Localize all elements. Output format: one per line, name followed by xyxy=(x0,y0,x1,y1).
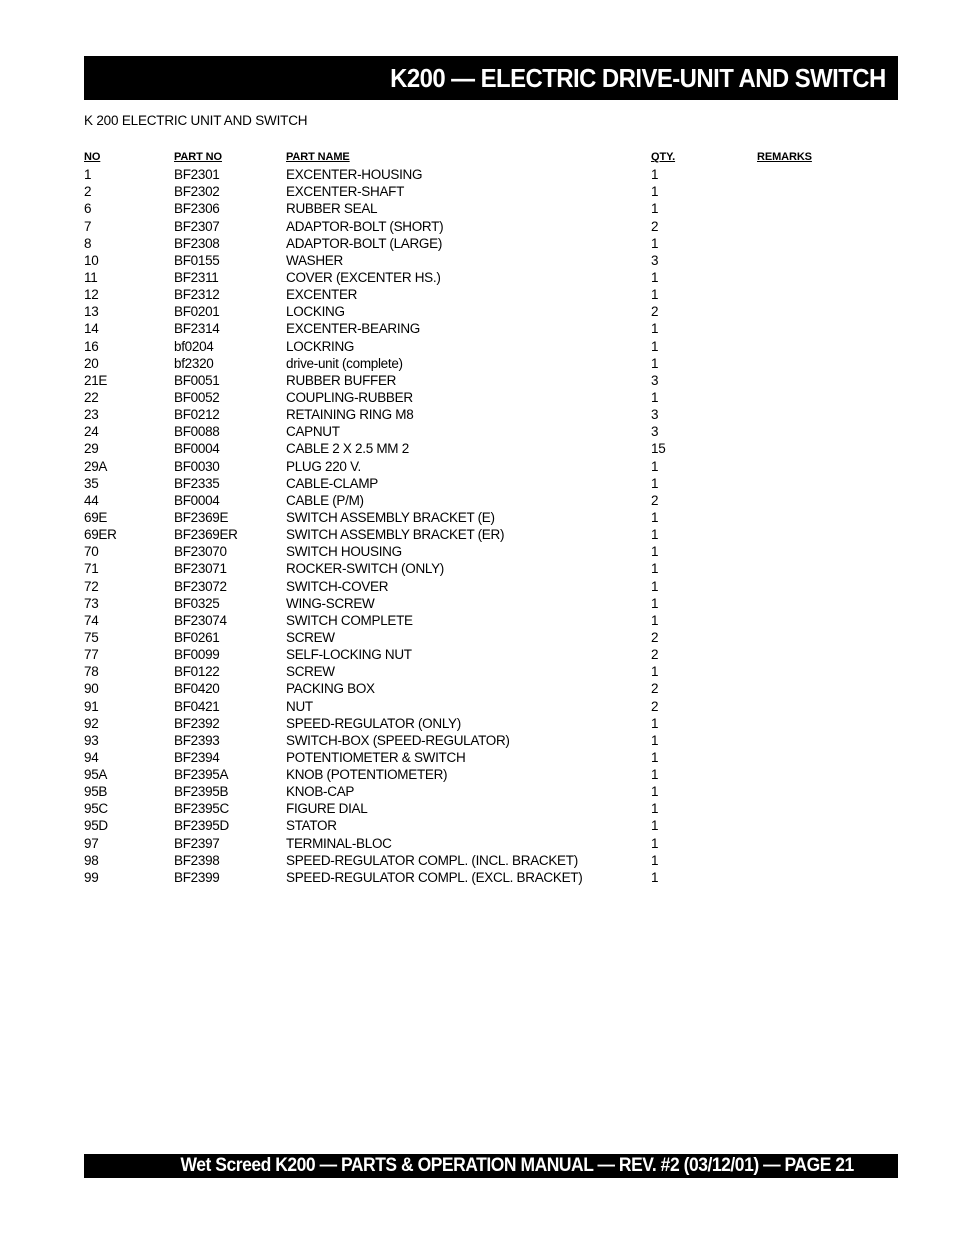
cell-part-name: RUBBER SEAL xyxy=(286,201,378,217)
table-header-row xyxy=(84,150,898,167)
table-row xyxy=(84,870,898,887)
cell-qty: 1 xyxy=(651,527,659,543)
cell-part-no: BF0155 xyxy=(174,252,220,268)
cell-part-name: LOCKING xyxy=(286,304,345,320)
cell-part-name: WING-SCREW xyxy=(286,595,375,611)
cell-no: 29A xyxy=(84,458,108,474)
cell-part-no: BF2312 xyxy=(174,287,220,303)
cell-qty: 1 xyxy=(651,767,659,783)
cell-part-name: PLUG 220 V. xyxy=(286,458,362,474)
cell-qty: 1 xyxy=(651,355,659,371)
cell-no: 16 xyxy=(84,338,99,354)
cell-qty: 1 xyxy=(651,458,659,474)
cell-no: 69ER xyxy=(84,527,117,543)
cell-no: 74 xyxy=(84,612,99,628)
cell-part-no: BF0261 xyxy=(174,629,220,645)
cell-part-no: BF2394 xyxy=(174,749,220,765)
cell-part-name: SCREW xyxy=(286,664,335,680)
table-row xyxy=(84,459,898,476)
cell-no: 90 xyxy=(84,681,99,697)
cell-part-name: COUPLING-RUBBER xyxy=(286,389,413,405)
cell-part-name: ADAPTOR-BOLT (LARGE) xyxy=(286,235,443,251)
cell-part-no: bf0204 xyxy=(174,338,214,354)
footer-text: Wet Screed K200 — PARTS & OPERATION MANUAL — REV. #2 (03/12/01) — PAGE 21 xyxy=(180,1155,854,1176)
cell-part-name: RUBBER BUFFER xyxy=(286,372,397,388)
cell-part-name: PACKING BOX xyxy=(286,681,375,697)
cell-qty: 1 xyxy=(651,389,659,405)
table-row xyxy=(84,510,898,527)
cell-part-no: BF0201 xyxy=(174,304,220,320)
cell-part-no: BF2335 xyxy=(174,475,220,491)
cell-no: 35 xyxy=(84,475,99,491)
cell-no: 93 xyxy=(84,732,99,748)
cell-part-name: LOCKRING xyxy=(286,338,355,354)
cell-no: 69E xyxy=(84,509,108,525)
cell-qty: 1 xyxy=(651,167,659,183)
cell-qty: 3 xyxy=(651,252,659,268)
cell-qty: 1 xyxy=(651,201,659,217)
table-row xyxy=(84,527,898,544)
cell-qty: 2 xyxy=(651,681,659,697)
table-row xyxy=(84,424,898,441)
cell-qty: 1 xyxy=(651,269,659,285)
header-no: NO xyxy=(84,151,101,163)
cell-no: 7 xyxy=(84,218,92,234)
cell-part-name: EXCENTER xyxy=(286,287,358,303)
table-row xyxy=(84,544,898,561)
cell-qty: 3 xyxy=(651,407,659,423)
table-row xyxy=(84,647,898,664)
cell-no: 12 xyxy=(84,287,99,303)
cell-qty: 2 xyxy=(651,304,659,320)
cell-no: 2 xyxy=(84,184,92,200)
cell-qty: 1 xyxy=(651,578,659,594)
cell-part-no: BF0325 xyxy=(174,595,220,611)
table-row xyxy=(84,441,898,458)
cell-part-no: BF0099 xyxy=(174,647,220,663)
cell-no: 95A xyxy=(84,767,108,783)
cell-part-no: bf2320 xyxy=(174,355,214,371)
cell-part-name: SWITCH COMPLETE xyxy=(286,612,413,628)
cell-no: 20 xyxy=(84,355,99,371)
table-row xyxy=(84,784,898,801)
cell-part-name: CABLE-CLAMP xyxy=(286,475,378,491)
cell-qty: 2 xyxy=(651,492,659,508)
table-row xyxy=(84,219,898,236)
cell-qty: 1 xyxy=(651,235,659,251)
table-row xyxy=(84,270,898,287)
cell-no: 73 xyxy=(84,595,99,611)
cell-qty: 1 xyxy=(651,544,659,560)
cell-part-no: BF0088 xyxy=(174,424,220,440)
cell-part-name: SELF-LOCKING NUT xyxy=(286,647,412,663)
cell-part-name: RETAINING RING M8 xyxy=(286,407,414,423)
page-title-bar xyxy=(84,56,898,100)
cell-part-name: SWITCH HOUSING xyxy=(286,544,402,560)
table-row xyxy=(84,699,898,716)
cell-part-name: SCREW xyxy=(286,629,335,645)
table-row xyxy=(84,493,898,510)
cell-no: 99 xyxy=(84,869,99,885)
cell-qty: 3 xyxy=(651,424,659,440)
cell-part-name: WASHER xyxy=(286,252,343,268)
cell-qty: 2 xyxy=(651,647,659,663)
cell-part-name: FIGURE DIAL xyxy=(286,801,368,817)
cell-qty: 1 xyxy=(651,801,659,817)
cell-part-no: BF2308 xyxy=(174,235,220,251)
cell-part-no: BF2392 xyxy=(174,715,220,731)
cell-qty: 1 xyxy=(651,287,659,303)
cell-part-no: BF2369ER xyxy=(174,527,238,543)
table-row xyxy=(84,681,898,698)
cell-part-no: BF2393 xyxy=(174,732,220,748)
table-row xyxy=(84,853,898,870)
cell-part-no: BF0122 xyxy=(174,664,220,680)
cell-part-name: SPEED-REGULATOR COMPL. (EXCL. BRACKET) xyxy=(286,869,583,885)
cell-part-name: EXCENTER-HOUSING xyxy=(286,167,423,183)
table-row xyxy=(84,356,898,373)
cell-part-no: BF2307 xyxy=(174,218,220,234)
cell-no: 11 xyxy=(84,269,98,285)
table-row xyxy=(84,476,898,493)
table-row xyxy=(84,304,898,321)
cell-part-no: BF2395B xyxy=(174,784,229,800)
table-row xyxy=(84,321,898,338)
cell-no: 21E xyxy=(84,372,108,388)
table-row xyxy=(84,390,898,407)
cell-no: 95B xyxy=(84,784,108,800)
table-row xyxy=(84,596,898,613)
cell-qty: 1 xyxy=(651,338,659,354)
cell-part-no: BF2395D xyxy=(174,818,229,834)
table-body xyxy=(84,167,898,887)
table-row xyxy=(84,767,898,784)
cell-part-no: BF23074 xyxy=(174,612,227,628)
cell-part-name: CAPNUT xyxy=(286,424,340,440)
cell-qty: 15 xyxy=(651,441,666,457)
cell-no: 6 xyxy=(84,201,92,217)
table-row xyxy=(84,801,898,818)
table-row xyxy=(84,167,898,184)
cell-part-name: CABLE (P/M) xyxy=(286,492,364,508)
cell-qty: 1 xyxy=(651,561,659,577)
cell-no: 10 xyxy=(84,252,99,268)
table-row xyxy=(84,613,898,630)
cell-part-no: BF0030 xyxy=(174,458,220,474)
cell-no: 75 xyxy=(84,629,99,645)
cell-no: 24 xyxy=(84,424,99,440)
header-part-name: PART NAME xyxy=(286,151,350,163)
table-row xyxy=(84,287,898,304)
cell-no: 29 xyxy=(84,441,99,457)
cell-part-no: BF0052 xyxy=(174,389,220,405)
table-row xyxy=(84,836,898,853)
cell-qty: 1 xyxy=(651,612,659,628)
cell-no: 91 xyxy=(84,698,99,714)
cell-part-no: BF0004 xyxy=(174,441,220,457)
cell-part-no: BF23071 xyxy=(174,561,227,577)
header-remarks: REMARKS xyxy=(757,151,812,163)
cell-part-no: BF0212 xyxy=(174,407,220,423)
cell-part-name: STATOR xyxy=(286,818,337,834)
cell-no: 22 xyxy=(84,389,99,405)
cell-part-name: SWITCH-COVER xyxy=(286,578,389,594)
cell-no: 8 xyxy=(84,235,92,251)
cell-part-name: EXCENTER-BEARING xyxy=(286,321,420,337)
table-row xyxy=(84,733,898,750)
cell-part-no: BF2306 xyxy=(174,201,220,217)
cell-part-name: NUT xyxy=(286,698,313,714)
cell-no: 78 xyxy=(84,664,99,680)
cell-qty: 2 xyxy=(651,698,659,714)
cell-no: 71 xyxy=(84,561,99,577)
cell-part-name: POTENTIOMETER & SWITCH xyxy=(286,749,466,765)
cell-part-no: BF2314 xyxy=(174,321,220,337)
cell-no: 44 xyxy=(84,492,99,508)
cell-part-name: KNOB-CAP xyxy=(286,784,355,800)
cell-no: 94 xyxy=(84,749,99,765)
cell-part-no: BF2399 xyxy=(174,869,220,885)
cell-no: 95C xyxy=(84,801,108,817)
footer-bar xyxy=(84,1154,898,1178)
cell-qty: 1 xyxy=(651,509,659,525)
table-row xyxy=(84,579,898,596)
cell-part-no: BF2395C xyxy=(174,801,229,817)
table-row xyxy=(84,339,898,356)
table-row xyxy=(84,664,898,681)
cell-part-no: BF2397 xyxy=(174,835,220,851)
cell-part-name: TERMINAL-BLOC xyxy=(286,835,392,851)
cell-qty: 3 xyxy=(651,372,659,388)
cell-qty: 1 xyxy=(651,852,659,868)
table-row xyxy=(84,561,898,578)
cell-qty: 1 xyxy=(651,732,659,748)
cell-no: 14 xyxy=(84,321,99,337)
cell-part-name: CABLE 2 X 2.5 MM 2 xyxy=(286,441,409,457)
table-row xyxy=(84,236,898,253)
cell-qty: 1 xyxy=(651,184,659,200)
cell-qty: 2 xyxy=(651,218,659,234)
cell-no: 1 xyxy=(84,167,92,183)
cell-no: 70 xyxy=(84,544,99,560)
cell-part-no: BF2311 xyxy=(174,269,219,285)
cell-part-no: BF0420 xyxy=(174,681,220,697)
table-row xyxy=(84,630,898,647)
cell-part-no: BF0051 xyxy=(174,372,220,388)
cell-part-no: BF23072 xyxy=(174,578,227,594)
cell-qty: 1 xyxy=(651,749,659,765)
section-title: K 200 ELECTRIC UNIT AND SWITCH xyxy=(84,113,308,128)
cell-part-name: SWITCH ASSEMBLY BRACKET (E) xyxy=(286,509,495,525)
cell-qty: 1 xyxy=(651,595,659,611)
table-row xyxy=(84,373,898,390)
cell-no: 98 xyxy=(84,852,99,868)
cell-part-no: BF0004 xyxy=(174,492,220,508)
cell-no: 13 xyxy=(84,304,99,320)
cell-part-name: KNOB (POTENTIOMETER) xyxy=(286,767,448,783)
cell-qty: 1 xyxy=(651,869,659,885)
cell-no: 23 xyxy=(84,407,99,423)
cell-qty: 1 xyxy=(651,835,659,851)
cell-no: 72 xyxy=(84,578,99,594)
cell-qty: 1 xyxy=(651,664,659,680)
cell-part-name: SWITCH ASSEMBLY BRACKET (ER) xyxy=(286,527,505,543)
table-row xyxy=(84,201,898,218)
table-row xyxy=(84,253,898,270)
cell-part-name: SPEED-REGULATOR (ONLY) xyxy=(286,715,461,731)
cell-no: 95D xyxy=(84,818,108,834)
table-row xyxy=(84,818,898,835)
cell-qty: 1 xyxy=(651,321,659,337)
table-row xyxy=(84,407,898,424)
cell-part-name: EXCENTER-SHAFT xyxy=(286,184,405,200)
cell-part-no: BF2369E xyxy=(174,509,229,525)
cell-part-no: BF23070 xyxy=(174,544,227,560)
cell-qty: 1 xyxy=(651,475,659,491)
header-qty: QTY. xyxy=(651,151,676,163)
cell-qty: 1 xyxy=(651,784,659,800)
cell-part-name: COVER (EXCENTER HS.) xyxy=(286,269,441,285)
cell-part-name: ROCKER-SWITCH (ONLY) xyxy=(286,561,444,577)
cell-no: 97 xyxy=(84,835,99,851)
table-row xyxy=(84,750,898,767)
cell-part-no: BF2301 xyxy=(174,167,220,183)
table-row xyxy=(84,716,898,733)
cell-part-name: drive-unit (complete) xyxy=(286,355,403,371)
header-part-no: PART NO xyxy=(174,151,222,163)
parts-table xyxy=(84,150,898,887)
cell-no: 77 xyxy=(84,647,99,663)
cell-part-no: BF2398 xyxy=(174,852,220,868)
cell-part-no: BF0421 xyxy=(174,698,220,714)
cell-part-no: BF2302 xyxy=(174,184,220,200)
cell-part-name: SWITCH-BOX (SPEED-REGULATOR) xyxy=(286,732,510,748)
cell-qty: 1 xyxy=(651,818,659,834)
cell-part-name: ADAPTOR-BOLT (SHORT) xyxy=(286,218,444,234)
table-row xyxy=(84,184,898,201)
cell-part-name: SPEED-REGULATOR COMPL. (INCL. BRACKET) xyxy=(286,852,578,868)
cell-qty: 1 xyxy=(651,715,659,731)
page-title: K200 — ELECTRIC DRIVE-UNIT AND SWITCH xyxy=(390,62,886,93)
cell-part-no: BF2395A xyxy=(174,767,229,783)
cell-qty: 2 xyxy=(651,629,659,645)
cell-no: 92 xyxy=(84,715,99,731)
